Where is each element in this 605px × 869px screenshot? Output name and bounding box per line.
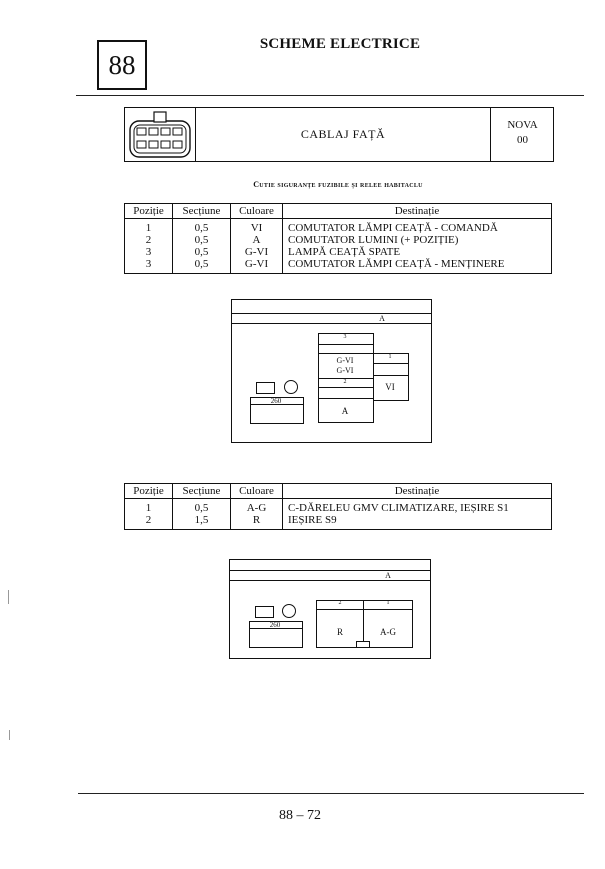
diagram-line [373,375,408,376]
chapter-number-box: 88 [97,40,147,90]
table-row [125,246,552,258]
diagram-line [316,609,412,610]
scan-mark [8,590,9,604]
table-header-row [125,204,552,219]
connector-diagram-2 [229,559,431,659]
fuse-box-label: 260 [270,397,282,405]
cell-destinatie: LAMPĂ CEAȚĂ SPATE [283,246,552,258]
cell-culoare: A [231,234,283,246]
table-row [125,514,552,530]
connector-icon-cell [125,108,196,161]
connector-block [373,353,409,401]
fuse-box-label: 260 [269,621,281,629]
pin-table-1 [124,203,552,274]
diagram-line [363,600,364,646]
cell-pozitie: 1 [125,219,173,235]
column-header-sectiune: Secțiune [173,484,231,499]
cell-culoare: A-G [231,499,283,515]
cell-culoare: R [231,514,283,530]
header-rule [76,95,584,96]
cell-destinatie: C-DĂRELEU GMV CLIMATIZARE, IEȘIRE S1 [283,499,552,515]
wire-color-label: G-VI [336,366,354,375]
wire-color-label: G-VI [336,356,354,365]
page-title: SCHEME ELECTRICE [259,36,421,52]
column-header-culoare: Culoare [231,484,283,499]
cell-pozitie: 1 [125,499,173,515]
page-number: 88 – 72 [279,808,321,823]
key-notch [356,641,370,647]
diagram-line [373,363,408,364]
pin-number: 3 [343,334,347,340]
column-header-culoare: Culoare [231,204,283,219]
cell-culoare: G-VI [231,258,283,274]
fuse-icon [255,606,274,618]
cell-pozitie: 3 [125,258,173,274]
diagram-line [230,580,430,581]
diagram-line [232,313,431,314]
table-row [125,219,552,235]
column-header-sectiune: Secțiune [173,204,231,219]
connector-diagram-1 [231,299,432,443]
column-header-destinatie: Destinație [283,204,552,219]
cell-sectiune: 0,5 [173,499,231,515]
pin-number: 2 [338,600,342,606]
column-header-pozitie: Poziție [125,484,173,499]
nova-label: NOVA [507,119,538,131]
cell-destinatie: COMUTATOR LUMINI (+ POZIȚIE) [283,234,552,246]
cell-sectiune: 0,5 [173,219,231,235]
diagram-line [230,570,430,571]
wire-color-label: R [336,627,343,637]
cell-destinatie: COMUTATOR LĂMPI CEAȚĂ - COMANDĂ [283,219,552,235]
connector-icon [125,108,195,161]
cell-pozitie: 2 [125,234,173,246]
cell-pozitie: 3 [125,246,173,258]
cell-destinatie: IEȘIRE S9 [283,514,552,530]
fuse-icon [256,382,275,394]
cell-sectiune: 1,5 [173,514,231,530]
pin-table-2 [124,483,552,530]
cell-pozitie: 2 [125,514,173,530]
diagram-line [318,398,373,399]
column-header-pozitie: Poziție [125,204,173,219]
diagram-line [318,387,373,388]
cell-sectiune: 0,5 [173,246,231,258]
relay-circle-icon [284,380,298,394]
diagram-line [318,344,373,345]
table-row [125,258,552,274]
pin-number: 1 [388,354,392,360]
table-row [125,234,552,246]
cell-culoare: G-VI [231,246,283,258]
cell-sectiune: 0,5 [173,234,231,246]
table-header-row [125,484,552,499]
pin-number: 2 [343,379,347,385]
table-row [125,499,552,515]
nova-code: 00 [517,134,528,146]
diagram-line [232,323,431,324]
wire-color-label: A [341,406,349,416]
relay-circle-icon [282,604,296,618]
footer-rule [78,793,584,794]
wire-color-label: VI [385,382,395,392]
diagram-line [318,353,373,354]
column-header-destinatie: Destinație [283,484,552,499]
scan-mark [9,730,10,740]
harness-label: A [385,571,391,580]
cell-sectiune: 0,5 [173,258,231,274]
wire-color-label: A-G [380,627,396,637]
cell-destinatie: COMUTATOR LĂMPI CEAȚĂ - MENȚINERE [283,258,552,274]
connector-header [124,107,554,162]
connector-label: CABLAJ FAȚĂ [300,127,386,141]
cell-culoare: VI [231,219,283,235]
section-title: Cutie siguranțe fuzibile și relee habitaclu [253,180,423,189]
pin-number: 1 [386,600,390,606]
harness-label: A [379,314,385,323]
nova-cell [490,108,554,161]
